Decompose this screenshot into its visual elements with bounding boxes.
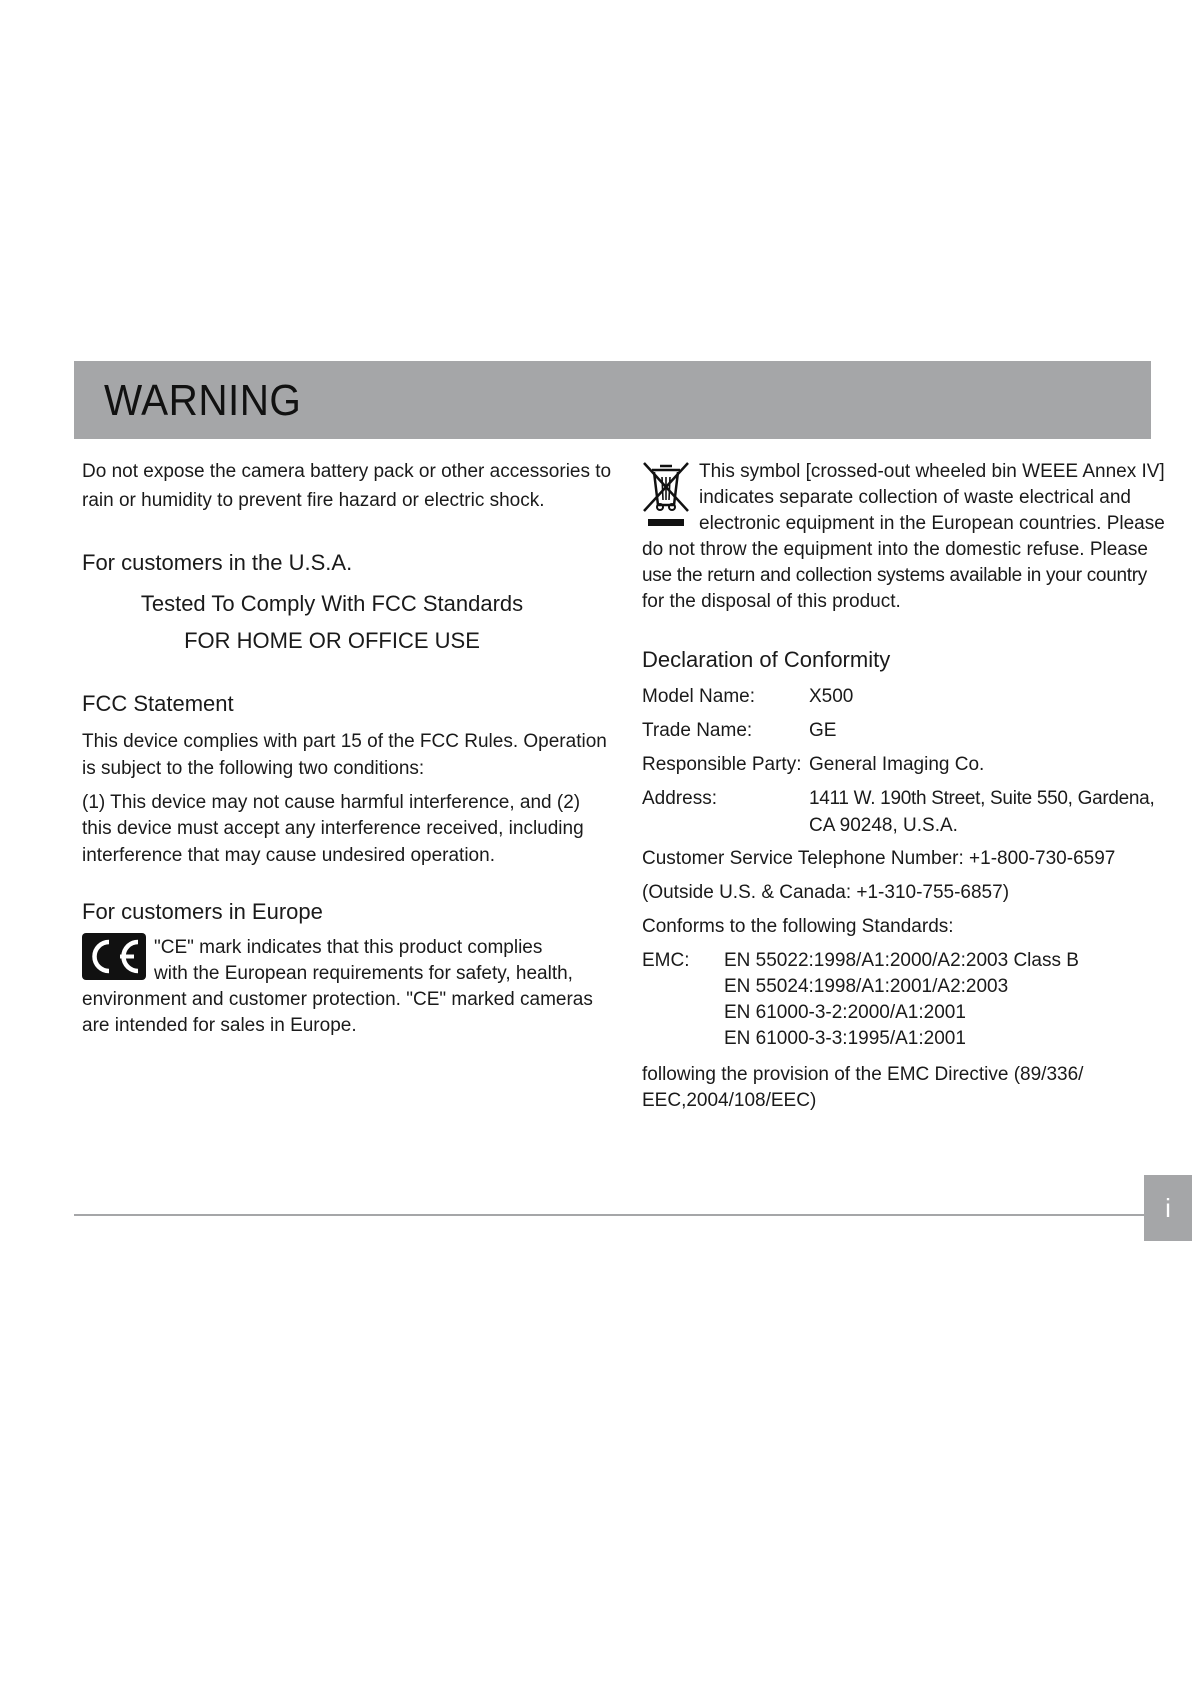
weee-line-6: for the disposal of this product. — [642, 591, 901, 612]
page-number-tab: i — [1144, 1175, 1192, 1241]
europe-heading: For customers in Europe — [82, 899, 323, 924]
declaration-value: GE — [809, 720, 837, 741]
declaration-value: General Imaging Co. — [809, 754, 985, 775]
ce-mark-icon — [82, 933, 146, 980]
fcc-para2-line-2: this device must accept any interference received, including — [82, 818, 584, 839]
customer-service-phone: Customer Service Telephone Number: +1-800-730-6597 — [642, 848, 1116, 869]
warning-title: WARNING — [104, 376, 302, 425]
declaration-heading: Declaration of Conformity — [642, 647, 891, 672]
intro-line-1: Do not expose the camera battery pack or other accessories to — [82, 461, 612, 482]
weee-line-1: This symbol [crossed-out wheeled bin WEEE Annex IV] — [699, 461, 1165, 482]
conforms-label: Conforms to the following Standards: — [642, 916, 954, 937]
declaration-key: Address: — [642, 788, 717, 809]
fcc-standards-line: Tested To Comply With FCC Standards — [140, 591, 524, 616]
ce-line-4: are intended for sales in Europe. — [82, 1015, 357, 1036]
fcc-para2-line-3: interference that may cause undesired operation. — [82, 845, 495, 866]
emc-label: EMC: — [642, 950, 690, 971]
fcc-para1-line-1: This device complies with part 15 of the FCC Rules. Operation — [82, 731, 607, 752]
ce-line-1: "CE" mark indicates that this product complies — [154, 937, 543, 958]
weee-bin-icon — [642, 461, 692, 531]
declaration-key: Trade Name: — [642, 720, 753, 741]
ce-line-3: environment and customer protection. "CE" marked cameras — [82, 989, 593, 1010]
declaration-key: Responsible Party: — [642, 754, 802, 775]
intro-line-2: rain or humidity to prevent fire hazard or electric shock. — [82, 490, 545, 511]
usa-heading: For customers in the U.S.A. — [82, 550, 353, 575]
provision-line-2: EEC,2004/108/EEC) — [642, 1090, 817, 1111]
weee-line-5: use the return and collection systems available in your country — [642, 565, 1147, 586]
emc-standard-2: EN 55024:1998/A1:2001/A2:2003 — [724, 976, 1009, 997]
declaration-key: Model Name: — [642, 686, 755, 707]
footer-divider — [74, 1214, 1144, 1216]
fcc-para2-line-1: (1) This device may not cause harmful interference, and (2) — [82, 792, 581, 813]
outside-us-phone: (Outside U.S. & Canada: +1-310-755-6857) — [642, 882, 1010, 903]
declaration-value-line-2: CA 90248, U.S.A. — [809, 815, 958, 836]
warning-banner — [74, 361, 1151, 439]
emc-standard-3: EN 61000-3-2:2000/A1:2001 — [724, 1002, 966, 1023]
fcc-heading: FCC Statement — [82, 691, 234, 716]
emc-standard-1: EN 55022:1998/A1:2000/A2:2003 Class B — [724, 950, 1079, 971]
declaration-value: 1411 W. 190th Street, Suite 550, Gardena, — [809, 788, 1155, 809]
weee-line-3: electronic equipment in the European countries. Please — [699, 513, 1165, 534]
weee-line-4: do not throw the equipment into the domestic refuse. Please — [642, 539, 1148, 560]
weee-line-2: indicates separate collection of waste electrical and — [699, 487, 1131, 508]
fcc-para1-line-2: is subject to the following two conditions: — [82, 758, 425, 779]
emc-standard-4: EN 61000-3-3:1995/A1:2001 — [724, 1028, 966, 1049]
home-office-line: FOR HOME OR OFFICE USE — [184, 628, 480, 653]
ce-line-2: with the European requirements for safety, health, — [154, 963, 573, 984]
provision-line-1: following the provision of the EMC Directive (89/336/ — [642, 1064, 1084, 1085]
declaration-value: X500 — [809, 686, 854, 707]
